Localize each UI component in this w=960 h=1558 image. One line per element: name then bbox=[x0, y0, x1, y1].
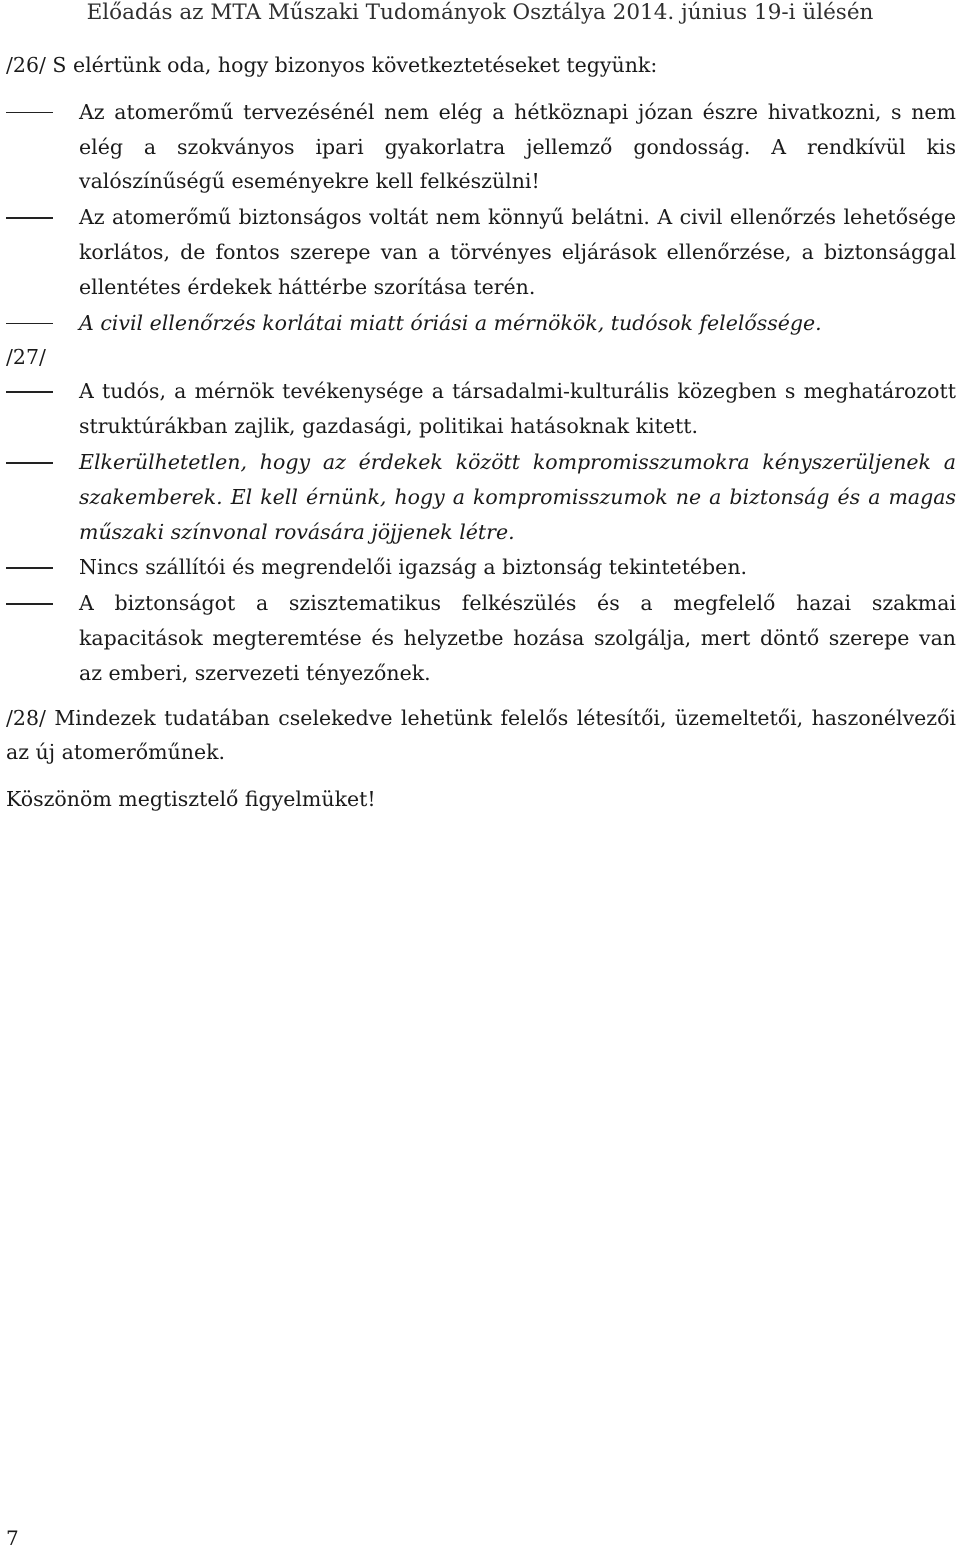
list-item bbox=[6, 200, 956, 304]
list-item-text: A biztonságot a szisztematikus felkészülés és a megfelelő hazai szakmai kapacitások megteremtése és helyzetbe hozása szolgálja, mert döntő szerepe van az emberi, szervezeti tényezőnek. bbox=[79, 591, 956, 685]
list-item bbox=[6, 95, 956, 199]
dash-bullet bbox=[6, 323, 53, 325]
list-item-text: A civil ellenőrzés korlátai miatt óriási a mérnökök, tudósok felelőssége. bbox=[79, 310, 822, 335]
dash-bullet bbox=[6, 217, 53, 219]
section-27-list bbox=[6, 374, 956, 690]
list-item bbox=[6, 306, 956, 341]
dash-bullet bbox=[6, 391, 53, 393]
document-body bbox=[6, 48, 956, 817]
section-28-paragraph: /28/ Mindezek tudatában cselekedve lehetünk felelős létesítői, üzemeltetői, haszonélvezői az új atomerőműnek. bbox=[6, 705, 956, 765]
list-item-text: A tudós, a mérnök tevékenysége a társadalmi-kulturális közegben s meghatározott struktúrákban zajlik, gazdasági, politikai hatásoknak kitett. bbox=[79, 379, 956, 439]
section-26-list bbox=[6, 95, 956, 341]
page-number: 7 bbox=[6, 1526, 19, 1550]
list-item bbox=[6, 374, 956, 444]
list-item-text: Nincs szállítói és megrendelői igazság a biztonság tekintetében. bbox=[79, 555, 748, 580]
list-item-text: Az atomerőmű biztonságos voltát nem könnyű belátni. A civil ellenőrzés lehetősége korlátos, de fontos szerepe van a törvényes eljárások ellenőrzése, a biztonsággal ellentétes érdekek háttérbe szorítása terén. bbox=[79, 205, 956, 299]
dash-bullet bbox=[6, 603, 53, 605]
section-26-intro: /26/ S elértünk oda, hogy bizonyos következtetéseket tegyünk: bbox=[6, 53, 658, 77]
list-item bbox=[6, 550, 956, 585]
dash-bullet bbox=[6, 462, 53, 464]
page-header: Előadás az MTA Műszaki Tudományok Osztálya 2014. június 19-i ülésén bbox=[86, 0, 874, 25]
list-item bbox=[6, 445, 956, 549]
closing-sentence: Köszönöm megtisztelő figyelmüket! bbox=[6, 787, 376, 812]
list-item bbox=[6, 586, 956, 690]
dash-bullet bbox=[6, 112, 53, 114]
list-item-text: Az atomerőmű tervezésénél nem elég a hétköznapi józan észre hivatkozni, s nem elég a szokványos ipari gyakorlatra jellemző gondosság. A rendkívül kis valószínűségű eseményekre kell felkészülni! bbox=[79, 99, 956, 194]
section-27-marker: /27/ bbox=[6, 345, 46, 370]
dash-bullet bbox=[6, 567, 53, 569]
list-item-text: Elkerülhetetlen, hogy az érdekek között kompromisszumokra kényszerüljenek a szakemberek. El kell érnünk, hogy a kompromisszumok ne a biztonság és a magas műszaki színvonal rovására jöjjenek létre. bbox=[79, 449, 956, 544]
